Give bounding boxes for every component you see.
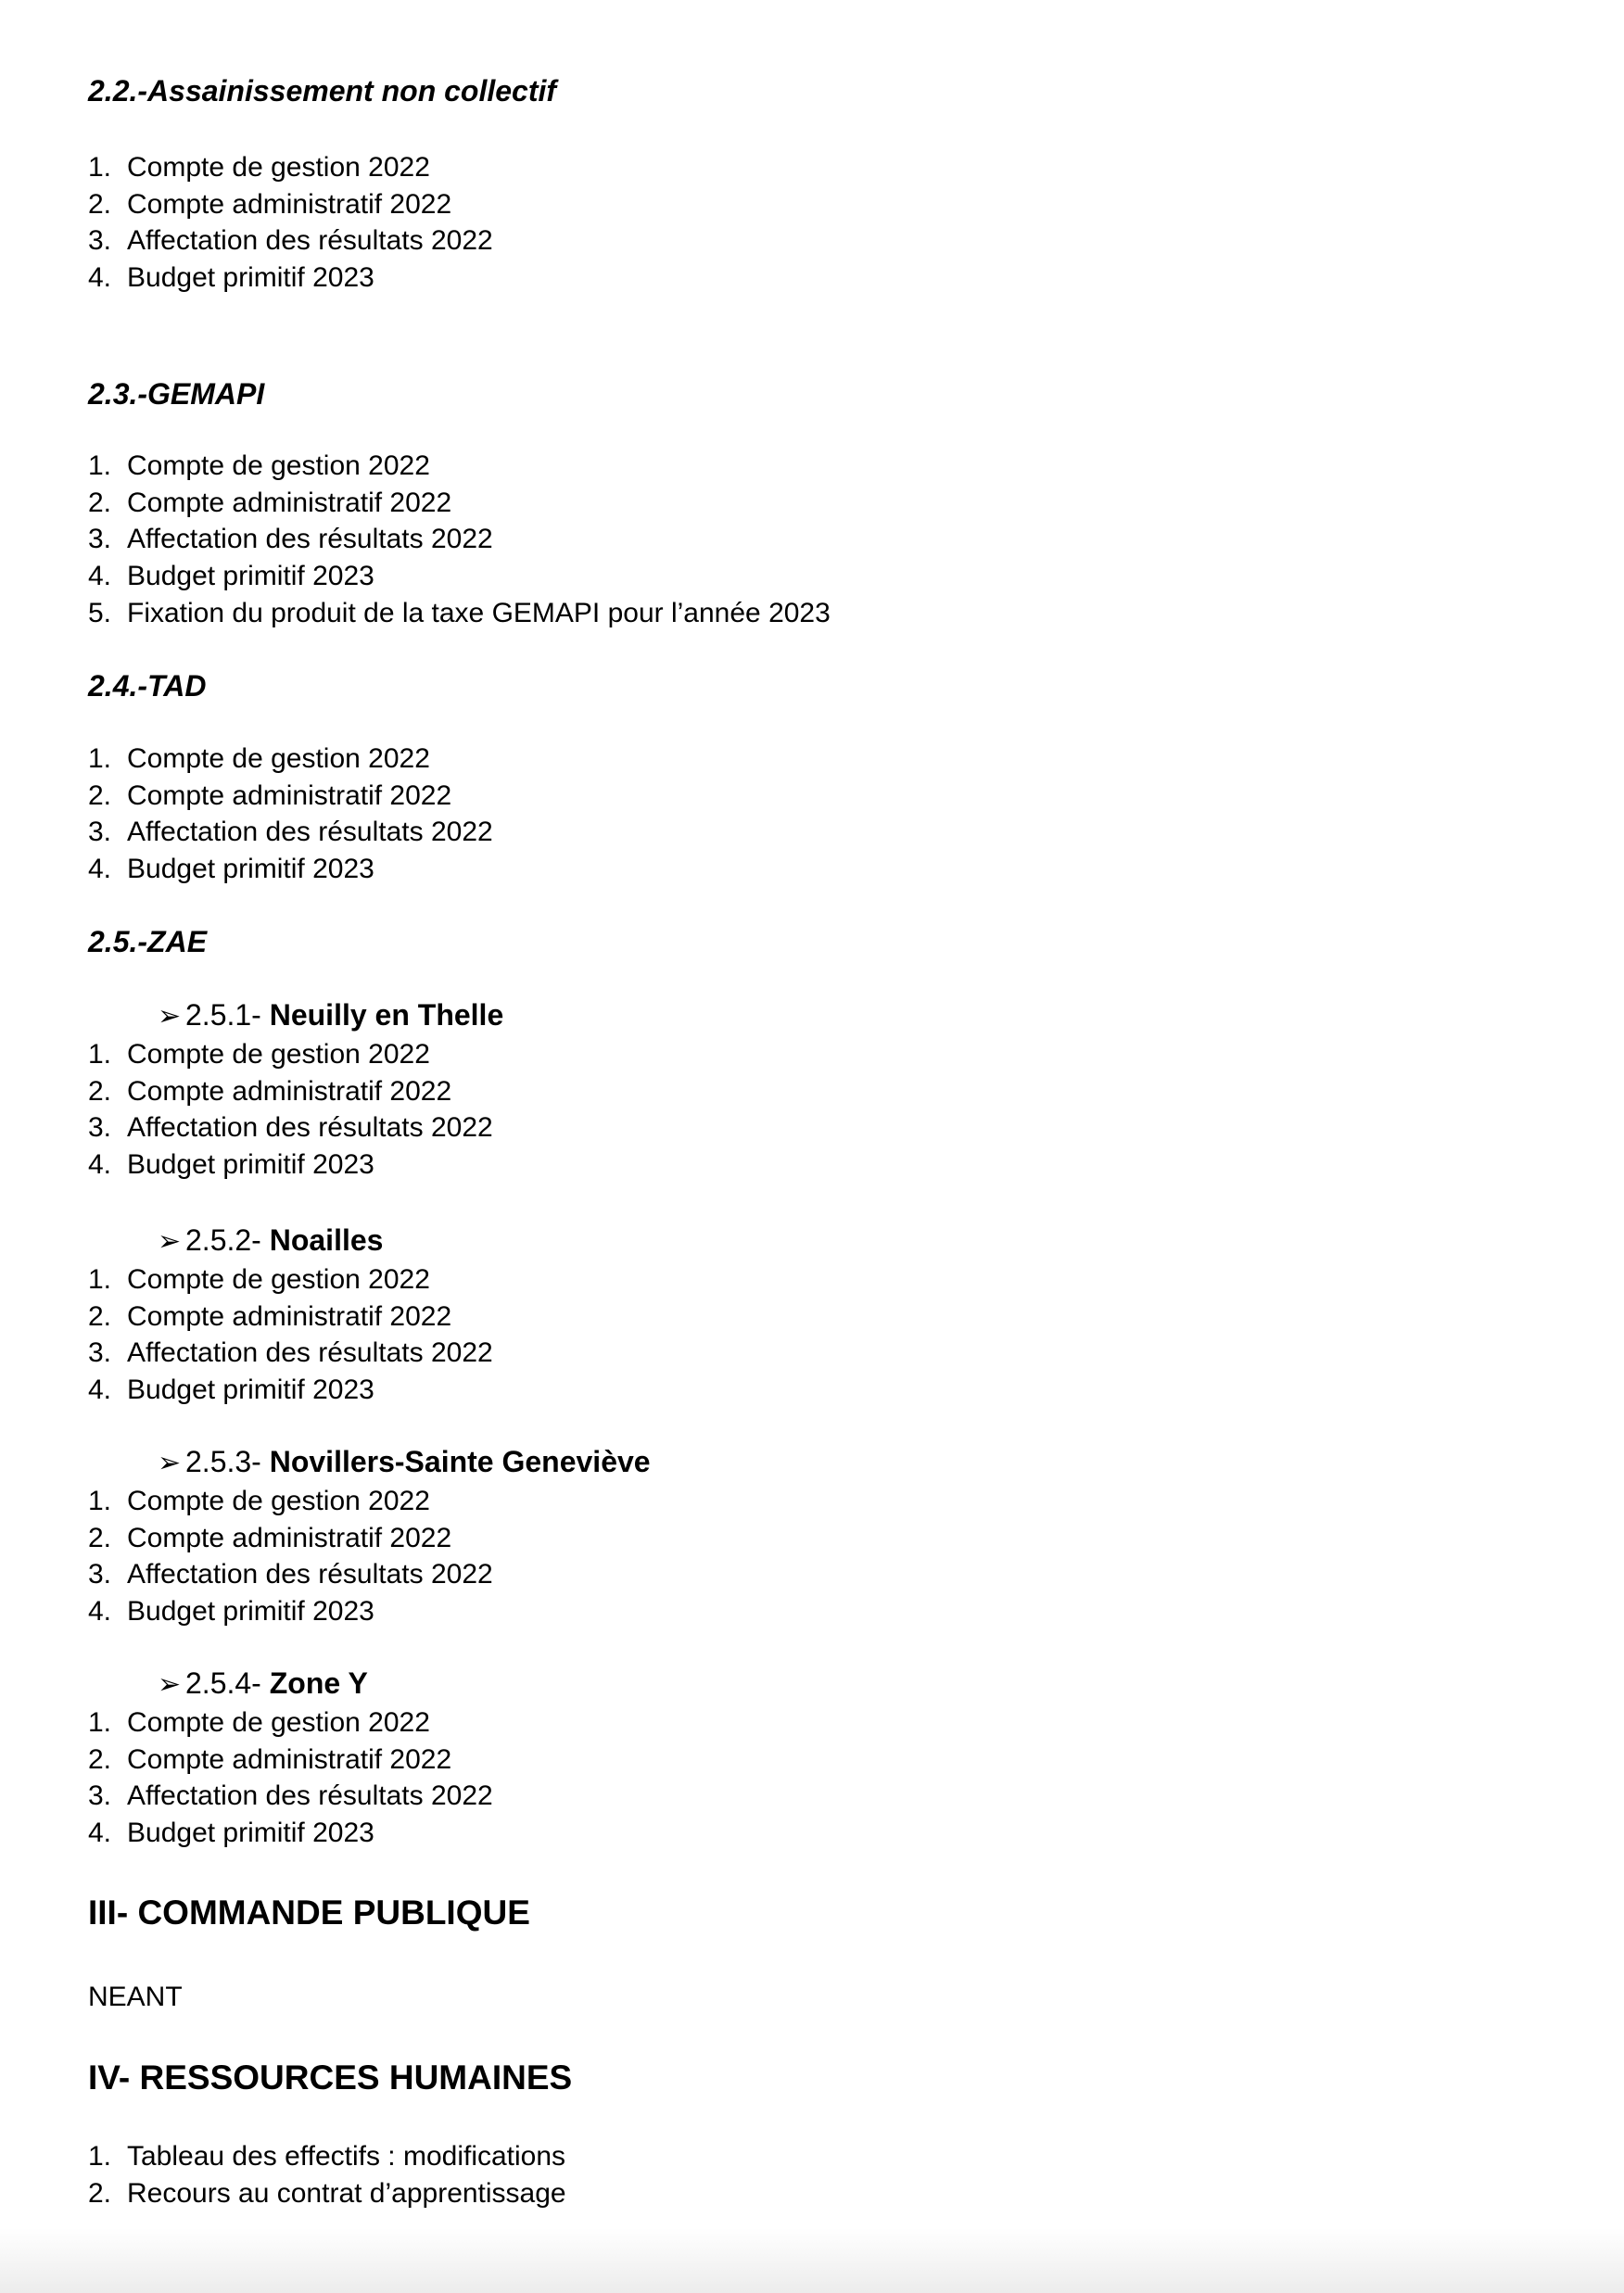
list-number: 2. [88,1743,112,1775]
list-number: 3. [88,225,112,257]
list-item [88,1299,493,1336]
list-number: 1. [88,1264,112,1295]
section-2-2-heading [88,72,556,109]
heading-text: 2.2.-Assainissement non collectif [88,74,557,108]
list-text: Compte de gestion 2022 [127,152,430,183]
list-text: Budget primitif 2023 [127,561,374,592]
subsection-code: 2.5.2- [185,1223,270,1257]
list-text: Compte de gestion 2022 [127,450,430,481]
list-item [88,1335,493,1372]
list-item [88,1815,493,1852]
list-item [88,1742,493,1779]
list-number: 3. [88,1112,112,1144]
list-number: 1. [88,743,112,774]
list-item [88,1109,493,1146]
list-text: Compte administratif 2022 [127,188,452,220]
list-item [88,1261,493,1299]
list-number: 3. [88,817,112,848]
list-text: Affectation des résultats 2022 [127,1559,493,1590]
list-number: 4. [88,1149,112,1181]
list-number: 2. [88,1075,112,1107]
list-number: 4. [88,262,112,294]
list-number: 1. [88,2141,112,2172]
list-text: Budget primitif 2023 [127,1596,374,1628]
list-text: Affectation des résultats 2022 [127,1112,493,1144]
list-number: 4. [88,854,112,885]
list-item [88,1483,493,1520]
list-number: 4. [88,1375,112,1406]
arrow-bullet-icon: ➢ [158,1448,182,1478]
section-2-4-heading [88,667,206,704]
list-number: 1. [88,450,112,481]
list-text: Affectation des résultats 2022 [127,817,493,848]
list-text: Budget primitif 2023 [127,854,374,885]
subsection-code: 2.5.4- [185,1666,270,1700]
heading-text: III- COMMANDE PUBLIQUE [88,1894,530,1932]
heading-text: 2.3.-GEMAPI [88,377,265,411]
list-text: Budget primitif 2023 [127,1149,374,1181]
section-2-3-list [88,448,831,631]
list-number: 1. [88,1707,112,1738]
list-item [88,186,493,223]
list-text: Compte administratif 2022 [127,487,452,518]
list-number: 4. [88,1596,112,1628]
list-item [88,778,493,815]
list-number: 2. [88,487,112,518]
subsection-list [88,1261,493,1409]
subsection-list [88,1704,493,1852]
list-item [88,595,831,632]
list-number: 2. [88,188,112,220]
list-text: Compte administratif 2022 [127,1075,452,1107]
list-item [88,1036,493,1073]
subsection-code: 2.5.1- [185,998,270,1032]
list-text: Tableau des effectifs : modifications [127,2141,566,2172]
list-text: Affectation des résultats 2022 [127,1780,493,1812]
list-number: 1. [88,1486,112,1516]
list-text: Compte administratif 2022 [127,1522,452,1553]
list-text: Budget primitif 2023 [127,1818,374,1849]
section-iii-heading [88,1892,530,1934]
heading-text: 2.4.-TAD [88,669,207,703]
list-text: Recours au contrat d’apprentissage [127,2177,566,2209]
heading-text: 2.5.-ZAE [88,925,208,958]
arrow-bullet-icon: ➢ [158,1226,182,1257]
section-2-5-heading [88,923,207,960]
list-item [88,1146,493,1184]
list-item [88,1778,493,1815]
list-number: 3. [88,1780,112,1812]
list-item [88,1593,493,1630]
list-text: Affectation des résultats 2022 [127,1337,493,1369]
list-item [88,448,831,485]
list-number: 4. [88,561,112,592]
subsection-name: Noailles [269,1223,384,1257]
subsection-heading [158,996,503,1035]
list-item [88,1073,493,1110]
list-text: Budget primitif 2023 [127,262,374,294]
list-text: Compte de gestion 2022 [127,1486,430,1516]
list-number: 2. [88,2177,112,2209]
list-text: Compte de gestion 2022 [127,1264,430,1295]
subsection-code: 2.5.3- [185,1445,270,1478]
list-number: 3. [88,1337,112,1369]
list-number: 5. [88,597,112,628]
list-text: Compte administratif 2022 [127,779,452,811]
list-item [88,149,493,186]
list-text: Compte administratif 2022 [127,1300,452,1332]
list-number: 2. [88,1300,112,1332]
section-iii-text: NEANT [88,1982,183,2012]
list-item [88,741,493,778]
list-text: Affectation des résultats 2022 [127,225,493,257]
list-item [88,1520,493,1557]
list-item [88,1372,493,1409]
list-number: 1. [88,152,112,183]
section-2-2-list [88,149,493,297]
list-item [88,558,831,595]
subsection-list [88,1483,493,1630]
list-number: 2. [88,1522,112,1553]
subsection-heading [158,1222,383,1261]
list-item [88,814,493,851]
list-item [88,260,493,297]
section-iv-list [88,2138,566,2211]
list-text: Fixation du produit de la taxe GEMAPI pour l’année 2023 [127,597,831,628]
list-text: Affectation des résultats 2022 [127,524,493,555]
section-iv-heading [88,2057,572,2099]
section-2-4-list [88,741,493,888]
list-text: Compte administratif 2022 [127,1743,452,1775]
heading-text: IV- RESSOURCES HUMAINES [88,2059,573,2097]
subsection-name: Novillers-Sainte Geneviève [269,1445,651,1478]
subsection-list [88,1036,493,1184]
subsection-name: Neuilly en Thelle [269,998,504,1032]
list-number: 2. [88,779,112,811]
section-2-3-heading [88,375,264,412]
list-number: 4. [88,1818,112,1849]
subsection-heading [158,1443,651,1482]
arrow-bullet-icon: ➢ [158,1669,182,1700]
list-number: 3. [88,524,112,555]
list-item [88,1556,493,1593]
list-text: Budget primitif 2023 [127,1375,374,1406]
subsection-name: Zone Y [269,1666,368,1700]
list-number: 1. [88,1039,112,1070]
list-item [88,485,831,522]
list-item [88,2175,566,2212]
list-item [88,2138,566,2175]
list-item [88,521,831,558]
list-text: Compte de gestion 2022 [127,1707,430,1738]
page-bottom-shade [0,2228,1624,2293]
list-number: 3. [88,1559,112,1590]
list-text: Compte de gestion 2022 [127,1039,430,1070]
list-item [88,1704,493,1742]
subsection-heading [158,1665,368,1704]
list-text: Compte de gestion 2022 [127,743,430,774]
arrow-bullet-icon: ➢ [158,1001,182,1032]
list-item [88,222,493,260]
list-item [88,851,493,888]
